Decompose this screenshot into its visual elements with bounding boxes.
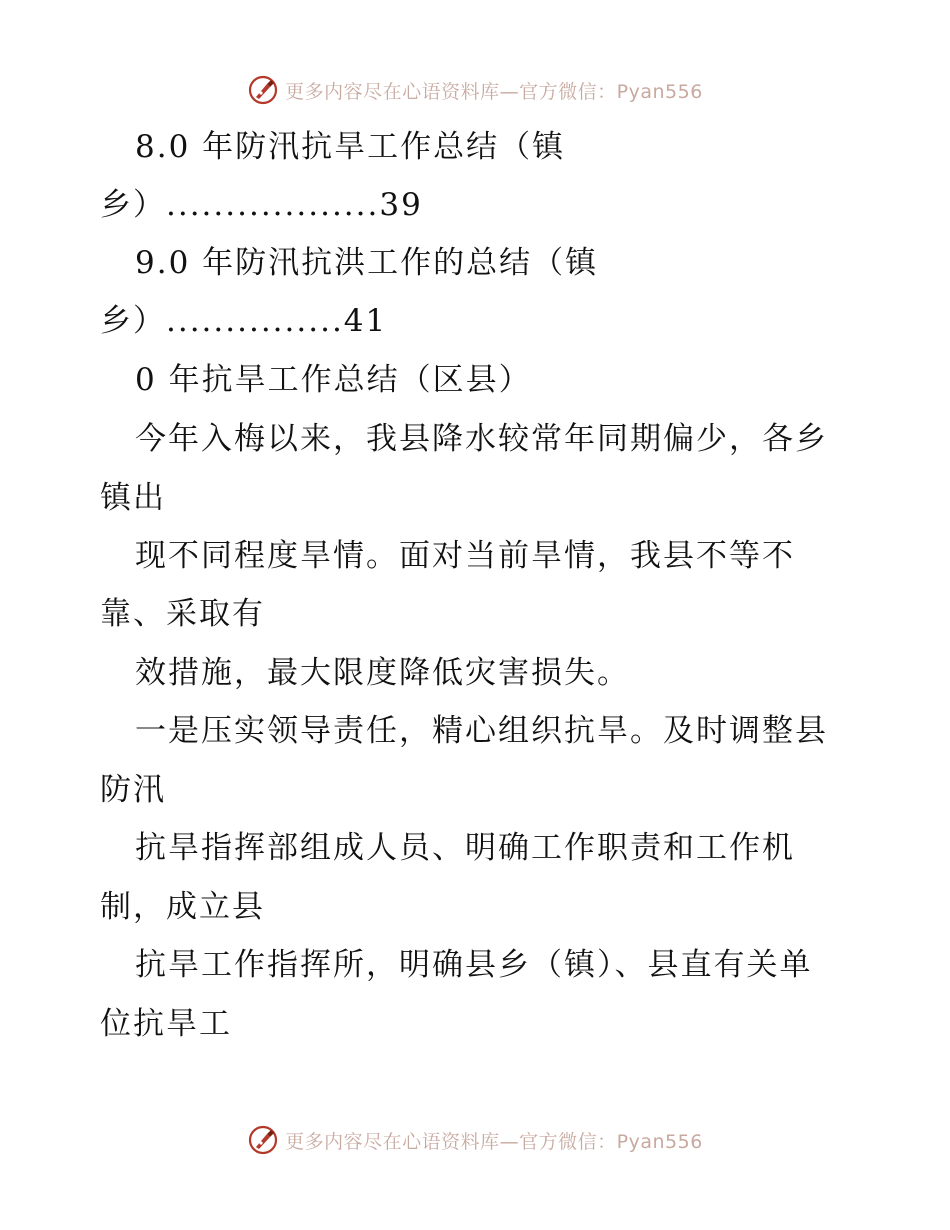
section-title: 0 年抗旱工作总结（区县） xyxy=(135,362,532,398)
toc-entry-continuation: 乡）..................39 xyxy=(100,187,423,223)
watermark-text: 更多内容尽在心语资料库—官方微信：Pyan556 xyxy=(285,1130,703,1153)
paragraph-line: 抗旱工作指挥所，明确县乡（镇）、县直有关单 xyxy=(135,947,813,983)
paragraph-line: 一是压实领导责任，精心组织抗旱。及时调整县 xyxy=(135,713,828,749)
paragraph-line: 制，成立县 xyxy=(100,889,265,925)
paragraph-line: 防汛 xyxy=(100,772,166,808)
pen-nib-logo-icon xyxy=(247,74,279,106)
footer-watermark xyxy=(0,1120,950,1160)
header-watermark xyxy=(0,70,950,110)
paragraph-line: 位抗旱工 xyxy=(100,1006,232,1042)
paragraph-line: 靠、采取有 xyxy=(100,596,265,632)
toc-entry: 9.0 年防汛抗洪工作的总结（镇 xyxy=(135,245,599,281)
paragraph-line: 现不同程度旱情。面对当前旱情，我县不等不 xyxy=(135,538,795,574)
toc-entry-continuation: 乡）...............41 xyxy=(100,303,388,339)
paragraph-line: 抗旱指挥部组成人员、明确工作职责和工作机 xyxy=(135,830,795,866)
watermark-text: 更多内容尽在心语资料库—官方微信：Pyan556 xyxy=(285,80,703,103)
paragraph-line: 镇出 xyxy=(100,480,166,516)
toc-entry: 8.0 年防汛抗旱工作总结（镇 xyxy=(135,129,566,165)
paragraph-line: 今年入梅以来，我县降水较常年同期偏少，各乡 xyxy=(135,421,828,457)
pen-nib-logo-icon xyxy=(247,1124,279,1156)
paragraph-line: 效措施，最大限度降低灾害损失。 xyxy=(135,655,630,691)
